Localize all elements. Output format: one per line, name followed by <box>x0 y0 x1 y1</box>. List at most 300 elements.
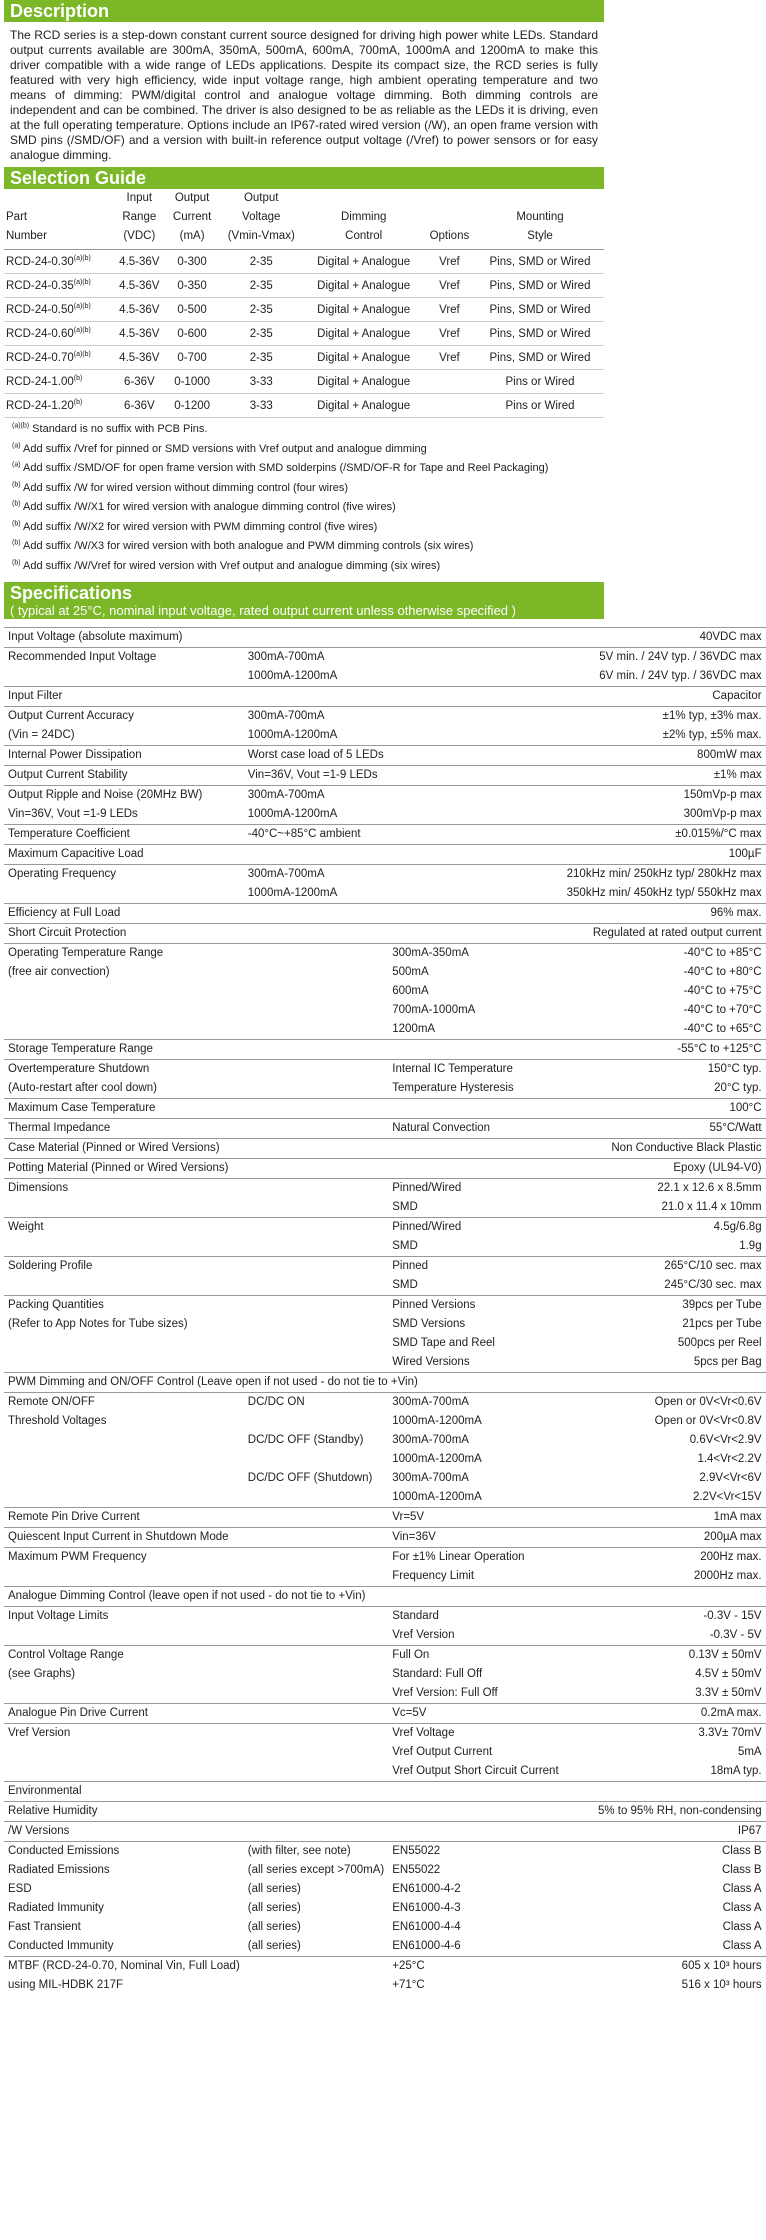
spec-sub-condition: 300mA-700mA <box>388 1393 562 1413</box>
spec-condition: 300mA-700mA <box>244 865 388 885</box>
spec-sub-condition: EN61000-4-4 <box>392 1921 461 1933</box>
spec-row <box>4 1119 766 1139</box>
note-line <box>12 440 596 460</box>
spec-condition <box>244 1646 388 1666</box>
spec-row <box>4 1257 766 1277</box>
spec-sub-condition <box>388 628 562 648</box>
output-current-cell: 0-1200 <box>166 394 218 418</box>
spec-sub-condition: 700mA-1000mA <box>392 1004 476 1016</box>
note-footnote: (b) <box>12 519 21 527</box>
spec-condition <box>244 1743 388 1762</box>
spec-condition <box>244 1802 388 1822</box>
specifications-title: Specifications <box>10 583 133 603</box>
spec-value: -40°C to +75°C <box>683 985 762 997</box>
spec-sub-condition: SMD <box>392 1279 418 1291</box>
spec-row <box>4 805 766 825</box>
spec-condition <box>244 1665 388 1684</box>
spec-row <box>4 1918 766 1937</box>
spec-sub-condition: Pinned/Wired <box>388 1179 562 1199</box>
spec-value: 265°C/10 sec. max <box>563 1257 766 1277</box>
spec-sub-condition: 300mA-700mA <box>392 1472 469 1484</box>
spec-parameter: Maximum Capacitive Load <box>4 845 244 865</box>
spec-row <box>4 1802 766 1822</box>
spec-parameter: Vin=36V, Vout =1-9 LEDs <box>8 808 138 820</box>
spec-parameter <box>4 1353 244 1373</box>
spec-value: 150°C typ. <box>563 1060 766 1080</box>
dimming-control-cell: Digital + Analogue <box>305 394 423 418</box>
spec-parameter: using MIL-HDBK 217F <box>8 1979 124 1991</box>
selection-header-cell <box>166 189 218 250</box>
spec-row <box>4 904 766 924</box>
spec-value: IP67 <box>563 1822 766 1842</box>
header-line: Range <box>122 211 157 223</box>
spec-parameter: Input Voltage Limits <box>4 1607 244 1627</box>
spec-sub-condition <box>388 805 562 825</box>
spec-parameter <box>4 1469 244 1488</box>
spec-sub-condition <box>388 1139 562 1159</box>
note-line <box>12 459 596 479</box>
spec-parameter: Maximum PWM Frequency <box>4 1548 244 1568</box>
spec-condition: (with filter, see note) <box>244 1842 388 1862</box>
spec-sub-condition: 300mA-350mA <box>388 944 562 964</box>
spec-value: Class A <box>722 1940 762 1952</box>
spec-row <box>4 766 766 786</box>
spec-value: -40°C to +70°C <box>683 1004 762 1016</box>
spec-condition <box>244 1488 388 1508</box>
spec-condition <box>244 1159 388 1179</box>
spec-row <box>4 1567 766 1587</box>
spec-parameter: Vref Version <box>4 1724 244 1744</box>
spec-sub-condition: Pinned/Wired <box>388 1218 562 1238</box>
input-range-cell: 4.5-36V <box>112 298 166 322</box>
spec-value: ±2% typ, ±5% max. <box>662 729 762 741</box>
mounting-style-cell: Pins, SMD or Wired <box>476 346 604 370</box>
spec-value: 350kHz min/ 450kHz typ/ 550kHz max <box>566 887 762 899</box>
options-cell <box>423 370 476 394</box>
spec-sub-condition: 600mA <box>392 985 429 997</box>
input-range-cell: 4.5-36V <box>112 346 166 370</box>
spec-parameter: Remote ON/OFF <box>4 1393 244 1413</box>
spec-condition <box>244 1704 388 1724</box>
input-range-cell: 4.5-36V <box>112 274 166 298</box>
spec-value: 800mW max <box>563 746 766 766</box>
spec-row <box>4 1762 766 1782</box>
header-line: Number <box>6 230 47 242</box>
spec-parameter: (Refer to App Notes for Tube sizes) <box>8 1318 188 1330</box>
spec-condition: (all series except >700mA) <box>247 1864 385 1876</box>
spec-condition: 1000mA-1200mA <box>247 887 338 899</box>
output-current-cell: 0-300 <box>166 250 218 274</box>
spec-row <box>4 1880 766 1899</box>
header-line: Output <box>174 192 210 204</box>
header-line: Options <box>429 230 470 242</box>
spec-parameter: Threshold Voltages <box>8 1415 107 1427</box>
spec-condition <box>244 904 388 924</box>
spec-parameter: MTBF (RCD-24-0.70, Nominal Vin, Full Load) <box>4 1957 244 1977</box>
dimming-control-cell: Digital + Analogue <box>305 322 423 346</box>
spec-parameter: /W Versions <box>4 1822 244 1842</box>
input-range-cell: 4.5-36V <box>112 322 166 346</box>
spec-parameter: Output Ripple and Noise (20MHz BW) <box>4 786 244 806</box>
spec-row <box>4 1276 766 1296</box>
spec-value: -40°C to +85°C <box>563 944 766 964</box>
spec-parameter <box>4 1626 244 1646</box>
spec-value: 4.5g/6.8g <box>563 1218 766 1238</box>
selection-row <box>4 250 604 274</box>
spec-value: -40°C to +65°C <box>683 1023 762 1035</box>
spec-row <box>4 1587 766 1607</box>
spec-sub-condition: Standard: Full Off <box>392 1668 483 1680</box>
spec-condition <box>244 1276 388 1296</box>
spec-parameter: Dimensions <box>4 1179 244 1199</box>
spec-value: 100°C <box>563 1099 766 1119</box>
part-number: RCD-24-1.20 <box>6 399 74 412</box>
part-number-cell <box>4 322 112 346</box>
spec-parameter <box>4 1020 244 1040</box>
part-footnote: (a)(b) <box>73 254 91 262</box>
selection-header-row <box>4 189 604 250</box>
spec-condition <box>244 1020 388 1040</box>
spec-value: Non Conductive Black Plastic <box>563 1139 766 1159</box>
specifications-header <box>4 582 604 619</box>
spec-condition: -40°C~+85°C ambient <box>244 825 388 845</box>
spec-value: 18mA typ. <box>710 1765 762 1777</box>
spec-row <box>4 1159 766 1179</box>
header-line: Part <box>6 211 28 223</box>
spec-condition <box>244 1976 388 1995</box>
spec-row <box>4 1412 766 1431</box>
selection-notes <box>4 418 604 582</box>
spec-value: 200µA max <box>563 1528 766 1548</box>
spec-sub-condition: EN55022 <box>392 1864 441 1876</box>
spec-row <box>4 1528 766 1548</box>
output-voltage-cell: 3-33 <box>218 394 305 418</box>
spec-row <box>4 924 766 944</box>
spec-value: 0.2mA max. <box>563 1704 766 1724</box>
output-voltage-cell: 2-35 <box>218 322 305 346</box>
spec-value: 210kHz min/ 250kHz typ/ 280kHz max <box>563 865 766 885</box>
spec-condition: (all series) <box>247 1921 301 1933</box>
part-number: RCD-24-0.50 <box>6 303 74 316</box>
spec-sub-condition: Vref Version <box>392 1629 455 1641</box>
spec-row <box>4 1353 766 1373</box>
spec-value: Open or 0V<Vr<0.6V <box>563 1393 766 1413</box>
spec-parameter: (Auto-restart after cool down) <box>8 1082 157 1094</box>
spec-condition <box>244 1450 388 1469</box>
note-text: Add suffix /W/X2 for wired version with PWM dimming control (five wires) <box>20 520 378 533</box>
output-voltage-cell: 2-35 <box>218 274 305 298</box>
spec-sub-condition: Temperature Hysteresis <box>392 1082 514 1094</box>
output-voltage-cell: 2-35 <box>218 250 305 274</box>
spec-parameter: Control Voltage Range <box>4 1646 244 1666</box>
spec-value: 1.9g <box>739 1240 762 1252</box>
spec-sub-condition: 300mA-700mA <box>392 1434 469 1446</box>
spec-sub-condition: Pinned Versions <box>388 1296 562 1316</box>
spec-value: 2000Hz max. <box>693 1570 762 1582</box>
spec-row <box>4 1704 766 1724</box>
spec-value: 5V min. / 24V typ. / 36VDC max <box>563 648 766 668</box>
output-current-cell: 0-600 <box>166 322 218 346</box>
note-text: Add suffix /W for wired version without dimming control (four wires) <box>20 481 349 494</box>
spec-condition <box>244 1508 388 1528</box>
spec-value: -40°C to +80°C <box>683 966 762 978</box>
options-cell: Vref <box>423 274 476 298</box>
spec-parameter <box>4 1237 244 1257</box>
spec-value: Class A <box>722 1902 762 1914</box>
spec-sub-condition: EN55022 <box>388 1842 562 1862</box>
spec-sub-condition <box>388 786 562 806</box>
spec-row <box>4 865 766 885</box>
spec-value: Epoxy (UL94-V0) <box>563 1159 766 1179</box>
input-range-cell: 6-36V <box>112 370 166 394</box>
spec-parameter: Output Current Stability <box>4 766 244 786</box>
spec-row <box>4 1899 766 1918</box>
spec-condition <box>244 1218 388 1238</box>
dimming-control-cell: Digital + Analogue <box>305 346 423 370</box>
spec-value: 5% to 95% RH, non-condensing <box>563 1802 766 1822</box>
spec-value: 20°C typ. <box>714 1082 762 1094</box>
mounting-style-cell: Pins or Wired <box>476 394 604 418</box>
dimming-control-cell: Digital + Analogue <box>305 298 423 322</box>
selection-row <box>4 370 604 394</box>
spec-value: 21pcs per Tube <box>682 1318 762 1330</box>
part-number: RCD-24-0.70 <box>6 351 74 364</box>
spec-condition <box>244 1179 388 1199</box>
spec-row <box>4 1040 766 1060</box>
spec-sub-condition: SMD <box>392 1201 418 1213</box>
spec-value: 1mA max <box>563 1508 766 1528</box>
spec-sub-condition: Natural Convection <box>388 1119 562 1139</box>
note-text: Add suffix /W/Vref for wired version with Vref output and analogue dimming (six wires) <box>20 559 441 572</box>
selection-header-cell <box>112 189 166 250</box>
spec-condition <box>244 1060 388 1080</box>
spec-row <box>4 1393 766 1413</box>
spec-sub-condition: Vref Voltage <box>388 1724 562 1744</box>
spec-row <box>4 1607 766 1627</box>
spec-sub-condition <box>388 924 562 944</box>
spec-sub-condition <box>388 707 562 727</box>
spec-sub-condition: Pinned <box>388 1257 562 1277</box>
spec-condition <box>244 1315 388 1334</box>
spec-row <box>4 1469 766 1488</box>
spec-parameter: Conducted Immunity <box>8 1940 114 1952</box>
spec-parameter <box>4 1276 244 1296</box>
spec-condition <box>244 1957 388 1977</box>
spec-value: 40VDC max <box>563 628 766 648</box>
note-line <box>12 518 596 538</box>
spec-sub-condition: 1200mA <box>392 1023 436 1035</box>
specifications-body <box>4 628 766 1996</box>
spec-parameter: Internal Power Dissipation <box>4 746 244 766</box>
mounting-style-cell: Pins, SMD or Wired <box>476 322 604 346</box>
spec-row <box>4 648 766 668</box>
spec-value: ±0.015%/°C max <box>563 825 766 845</box>
note-line <box>12 420 596 440</box>
description-text: The RCD series is a step-down constant current source designed for driving high power white LEDs. Standard output currents available are 300mA, 350mA, 500mA, 600mA, 700mA, 1000mA and 1200mA to make this driver compatible with a wide range of LEDs applications. Despite its compact size, the RCD series is fully featured with very high efficiency, wide input voltage range, high ambient operating temperature and two means of dimming: PWM/digital control and analogue voltage dimming. Both dimming controls are independent and can be combined. The driver is also designed to be as reliable as the LEDs it is driving, even at the full operating temperature. Options include an IP67-rated wired version (/W), an open frame version with SMD pins (/SMD/OF) and a version with built-in reference output voltage (/Vref) to power sensors or for easy analogue dimming. <box>10 28 598 162</box>
spec-sub-condition: +25°C <box>388 1957 562 1977</box>
spec-row <box>4 1315 766 1334</box>
spec-value: -55°C to +125°C <box>563 1040 766 1060</box>
output-current-cell: 0-350 <box>166 274 218 298</box>
spec-row <box>4 1822 766 1842</box>
selection-row <box>4 394 604 418</box>
header-line: Voltage <box>242 211 281 223</box>
selection-header-cell <box>476 189 604 250</box>
spec-section-title: Environmental <box>4 1782 766 1802</box>
spec-value: Class A <box>722 1921 762 1933</box>
spec-condition: (all series) <box>247 1883 301 1895</box>
spec-parameter: Potting Material (Pinned or Wired Versions) <box>4 1159 244 1179</box>
spec-condition: DC/DC OFF (Standby) <box>247 1434 364 1446</box>
spec-condition <box>244 1079 388 1099</box>
spec-parameter: Analogue Pin Drive Current <box>4 1704 244 1724</box>
spec-section-title: PWM Dimming and ON/OFF Control (Leave open if not used - do not tie to +Vin) <box>4 1373 766 1393</box>
spec-condition <box>244 1040 388 1060</box>
header-line: Current <box>172 211 212 223</box>
part-footnote: (a)(b) <box>73 302 91 310</box>
spec-condition <box>244 1412 388 1431</box>
spec-value: 605 x 10³ hours <box>563 1957 766 1977</box>
selection-header-cell <box>305 189 423 250</box>
spec-row <box>4 884 766 904</box>
spec-sub-condition: Vref Output Short Circuit Current <box>392 1765 559 1777</box>
spec-condition <box>244 1684 388 1704</box>
spec-parameter: Packing Quantities <box>4 1296 244 1316</box>
output-current-cell: 0-700 <box>166 346 218 370</box>
spec-value: 6V min. / 24V typ. / 36VDC max <box>599 670 762 682</box>
spec-condition: (all series) <box>247 1940 301 1952</box>
spec-row <box>4 1001 766 1020</box>
spec-sub-condition: SMD Tape and Reel <box>392 1337 495 1349</box>
spec-row <box>4 726 766 746</box>
spec-condition: 300mA-700mA <box>244 786 388 806</box>
spec-row <box>4 1450 766 1469</box>
spec-row <box>4 667 766 687</box>
spec-sub-condition <box>388 1802 562 1822</box>
spec-row <box>4 1237 766 1257</box>
selection-row <box>4 298 604 322</box>
spec-parameter: Radiated Immunity <box>8 1902 104 1914</box>
spec-parameter: ESD <box>8 1883 32 1895</box>
spec-condition: 300mA-700mA <box>244 648 388 668</box>
spec-row <box>4 1373 766 1393</box>
spec-value: 516 x 10³ hours <box>681 1979 762 1991</box>
description-header <box>4 0 604 22</box>
part-number-cell <box>4 346 112 370</box>
spec-condition <box>244 628 388 648</box>
options-cell: Vref <box>423 250 476 274</box>
part-number: RCD-24-0.60 <box>6 327 74 340</box>
spec-value: 245°C/30 sec. max <box>664 1279 762 1291</box>
spec-condition <box>244 1607 388 1627</box>
spec-condition <box>244 1237 388 1257</box>
output-current-cell: 0-1000 <box>166 370 218 394</box>
output-voltage-cell: 3-33 <box>218 370 305 394</box>
spec-row <box>4 687 766 707</box>
part-footnote: (a)(b) <box>73 278 91 286</box>
spec-value: 21.0 x 11.4 x 10mm <box>661 1201 762 1213</box>
input-range-cell: 6-36V <box>112 394 166 418</box>
dimming-control-cell: Digital + Analogue <box>305 370 423 394</box>
spec-condition <box>244 1001 388 1020</box>
note-line <box>12 557 596 577</box>
spec-sub-condition <box>388 726 562 746</box>
header-line: (Vmin-Vmax) <box>227 230 295 242</box>
spec-sub-condition <box>388 865 562 885</box>
spec-parameter: Efficiency at Full Load <box>4 904 244 924</box>
spec-row <box>4 1976 766 1995</box>
specifications-table <box>4 627 766 1995</box>
spec-sub-condition <box>388 1822 562 1842</box>
spec-sub-condition <box>388 904 562 924</box>
spec-parameter: (Vin = 24DC) <box>8 729 75 741</box>
note-footnote: (a) <box>12 441 21 449</box>
selection-guide-title: Selection Guide <box>10 168 147 188</box>
spec-value: 200Hz max. <box>563 1548 766 1568</box>
note-footnote: (a)(b) <box>12 422 30 430</box>
spec-sub-condition <box>388 766 562 786</box>
spec-value: 22.1 x 12.6 x 8.5mm <box>563 1179 766 1199</box>
selection-row <box>4 346 604 370</box>
spec-sub-condition <box>388 648 562 668</box>
spec-value: Regulated at rated output current <box>563 924 766 944</box>
spec-value: 150mVp-p max <box>563 786 766 806</box>
spec-condition <box>244 1528 388 1548</box>
header-line: Style <box>527 230 553 242</box>
note-text: Add suffix /SMD/OF for open frame version with SMD solderpins (/SMD/OF-R for Tape and Reel Packaging) <box>20 462 549 474</box>
description-title: Description <box>10 1 110 21</box>
spec-condition <box>244 944 388 964</box>
options-cell: Vref <box>423 322 476 346</box>
spec-row <box>4 1020 766 1040</box>
selection-header-cell <box>423 189 476 250</box>
spec-sub-condition: 500mA <box>392 966 429 978</box>
header-line: (mA) <box>179 230 205 242</box>
spec-condition <box>244 1626 388 1646</box>
spec-parameter: Temperature Coefficient <box>4 825 244 845</box>
note-text: Standard is no suffix with PCB Pins. <box>29 423 208 435</box>
note-footnote: (b) <box>12 539 21 547</box>
spec-condition <box>244 1099 388 1119</box>
spec-row <box>4 628 766 648</box>
spec-row <box>4 1724 766 1744</box>
note-footnote: (b) <box>12 500 21 508</box>
spec-condition <box>244 963 388 982</box>
spec-row <box>4 1139 766 1159</box>
spec-parameter: Remote Pin Drive Current <box>4 1508 244 1528</box>
spec-row <box>4 1508 766 1528</box>
spec-row <box>4 1957 766 1977</box>
spec-parameter: Maximum Case Temperature <box>4 1099 244 1119</box>
part-number-cell <box>4 250 112 274</box>
spec-row <box>4 963 766 982</box>
header-line: (VDC) <box>123 230 156 242</box>
spec-row <box>4 1099 766 1119</box>
spec-condition: 1000mA-1200mA <box>247 729 338 741</box>
spec-condition <box>244 1762 388 1782</box>
spec-parameter: Overtemperature Shutdown <box>4 1060 244 1080</box>
spec-sub-condition: Full On <box>388 1646 562 1666</box>
spec-value: -0.3V - 5V <box>709 1629 762 1641</box>
spec-parameter: Soldering Profile <box>4 1257 244 1277</box>
spec-parameter <box>4 1198 244 1218</box>
spec-sub-condition: Vref Version: Full Off <box>392 1687 498 1699</box>
spec-sub-condition <box>388 884 562 904</box>
part-number-cell <box>4 394 112 418</box>
spec-sub-condition: +71°C <box>392 1979 425 1991</box>
output-current-cell: 0-500 <box>166 298 218 322</box>
part-footnote: (a)(b) <box>73 350 91 358</box>
